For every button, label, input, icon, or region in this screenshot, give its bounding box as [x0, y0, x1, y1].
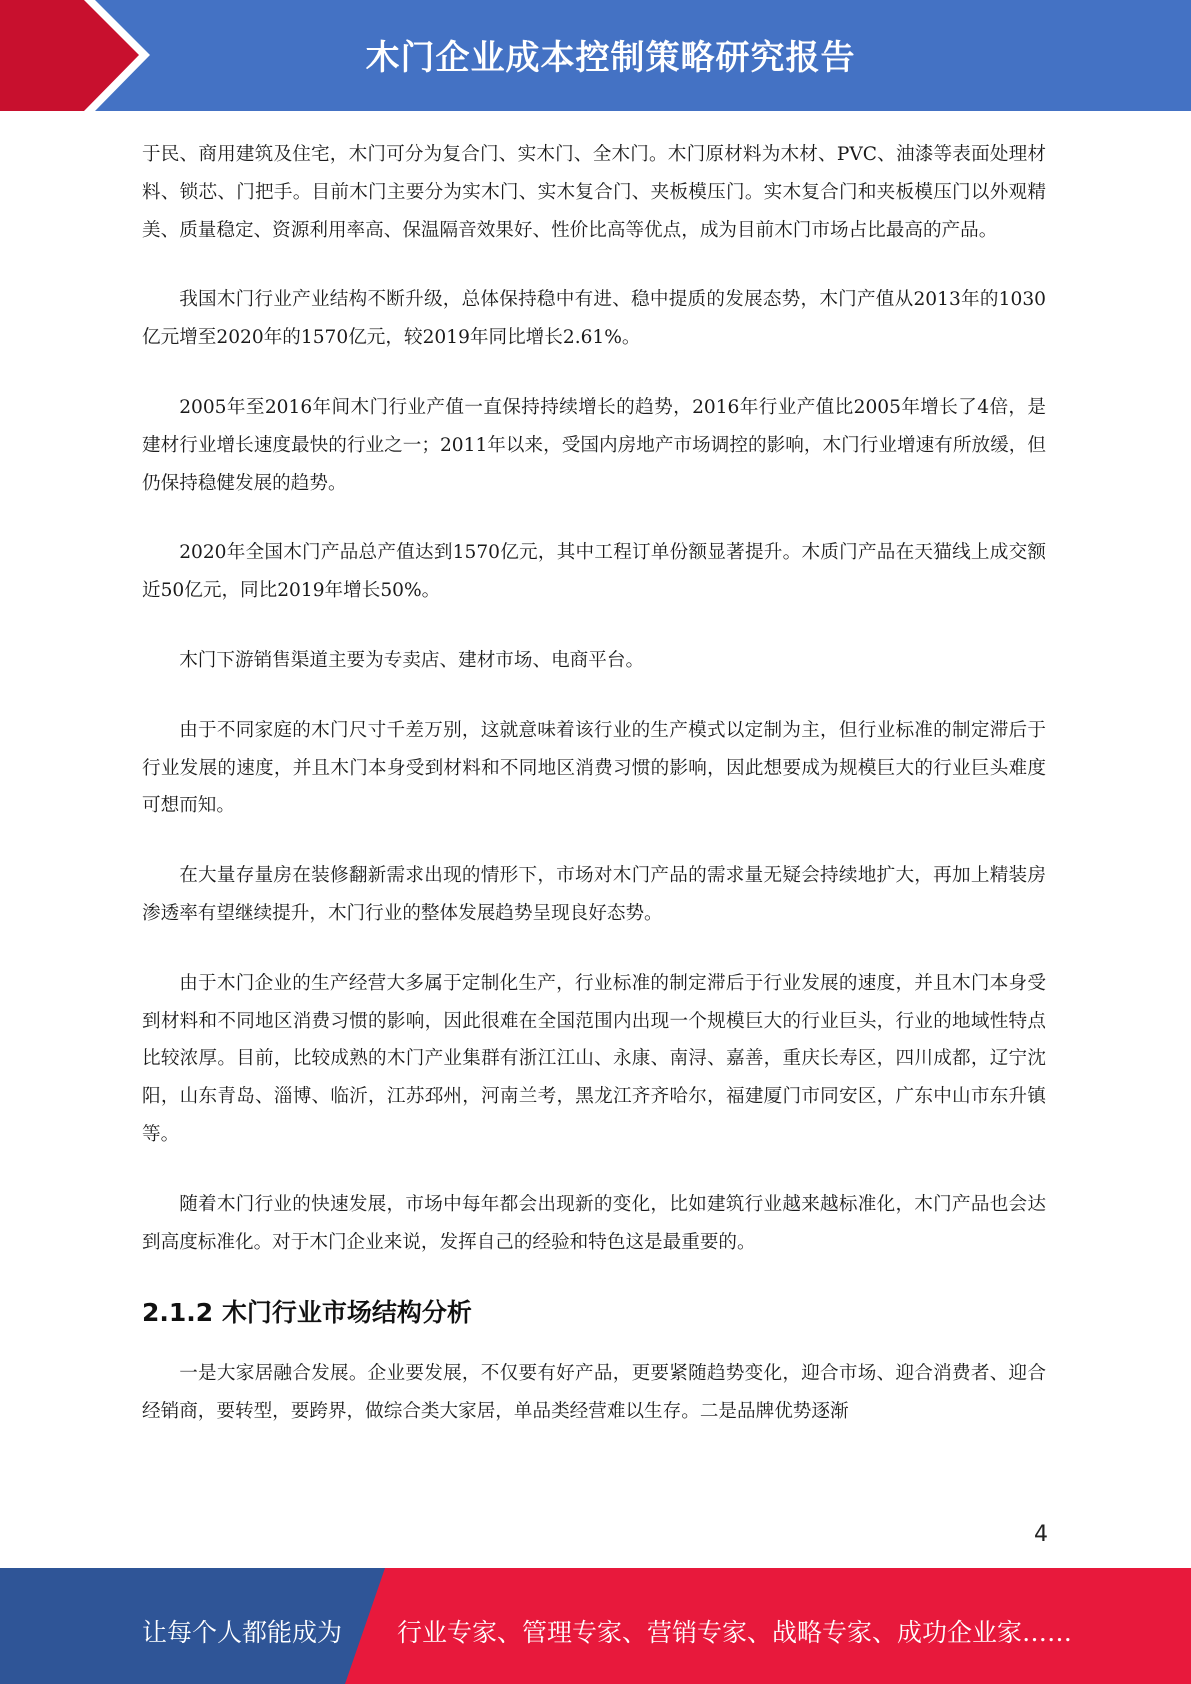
paragraph: 随着木门行业的快速发展，市场中每年都会出现新的变化，比如建筑行业越来越标准化，木门产品也会达到高度标准化。对于木门企业来说，发挥自己的经验和特色这是最重要的。	[142, 1193, 1046, 1253]
document-body	[142, 136, 1046, 1463]
paragraph: 木门下游销售渠道主要为专卖店、建材市场、电商平台。	[179, 649, 645, 671]
section-paragraph: 一是大家居融合发展。企业要发展，不仅要有好产品，更要紧随趋势变化，迎合市场、迎合消费者、迎合经销商，要转型，要跨界，做综合类大家居，单品类经营难以生存。二是品牌优势逐渐	[142, 1363, 1046, 1423]
paragraph: 在大量存量房在装修翻新需求出现的情形下，市场对木门产品的需求量无疑会持续地扩大，再加上精装房渗透率有望继续提升，木门行业的整体发展趋势呈现良好态势。	[142, 865, 1046, 924]
paragraph: 2005年至2016年间木门行业产值一直保持持续增长的趋势，2016年行业产值比2005年增长了4倍，是建材行业增长速度最快的行业之一；2011年以来，受国内房地产市场调控的影响，木门行业增速有所放缓，但仍保持稳健发展的趋势。	[142, 396, 1046, 494]
paragraph: 2020年全国木门产品总产值达到1570亿元，其中工程订单份额显著提升。木质门产品在天猫线上成交额近50亿元，同比2019年增长50%。	[142, 542, 1046, 602]
paragraph: 由于不同家庭的木门尺寸千差万别，这就意味着该行业的生产模式以定制为主，但行业标准的制定滞后于行业发展的速度，并且木门本身受到材料和不同地区消费习惯的影响，因此想要成为规模巨大的行业巨头难度可想而知。	[142, 719, 1046, 817]
page-number: 4	[1034, 1522, 1048, 1547]
section-heading: 2.1.2 木门行业市场结构分析	[142, 1298, 472, 1328]
footer-slogan-right: 行业专家、管理专家、营销专家、战略专家、成功企业家……	[397, 1618, 1073, 1647]
page-footer	[0, 1568, 1191, 1684]
page-header	[0, 0, 1191, 111]
paragraph-continued: 于民、商用建筑及住宅，木门可分为复合门、实木门、全木门。木门原材料为木材、PVC、油漆等表面处理材料、锁芯、门把手。目前木门主要分为实木门、实木复合门、夹板模压门。实木复合门和夹板模压门以外观精美、质量稳定、资源利用率高、保温隔音效果好、性价比高等优点，成为目前木门市场占比最高的产品。	[142, 144, 1046, 241]
footer-slogan-left: 让每个人都能成为	[142, 1618, 343, 1647]
report-title: 木门企业成本控制策略研究报告	[365, 38, 856, 78]
paragraph: 由于木门企业的生产经营大多属于定制化生产，行业标准的制定滞后于行业发展的速度，并且木门本身受到材料和不同地区消费习惯的影响，因此很难在全国范围内出现一个规模巨大的行业巨头，行业的地域性特点比较浓厚。目前，比较成熟的木门产业集群有浙江江山、永康、南浔、嘉善，重庆长寿区，四川成都，辽宁沈阳，山东青岛、淄博、临沂，江苏邳州，河南兰考，黑龙江齐齐哈尔，福建厦门市同安区，广东中山市东升镇等。	[142, 972, 1046, 1145]
paragraph: 我国木门行业产业结构不断升级，总体保持稳中有进、稳中提质的发展态势，木门产值从2013年的1030亿元增至2020年的1570亿元，较2019年同比增长2.61%。	[142, 289, 1046, 349]
